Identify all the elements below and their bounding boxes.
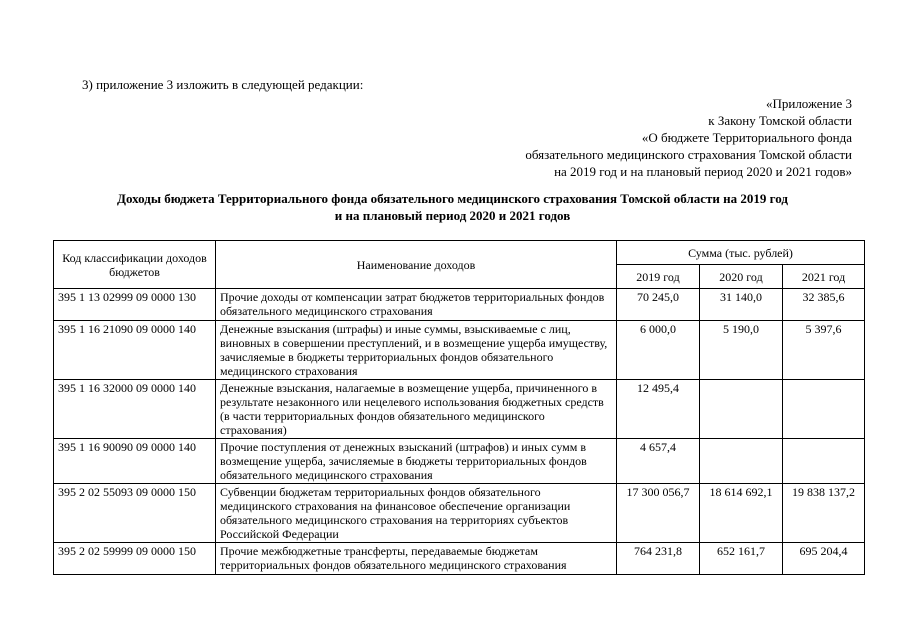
appendix-line: на 2019 год и на плановый период 2020 и 2021 годов» <box>554 164 852 179</box>
header-code: Код классификации доходов бюджетов <box>54 241 216 289</box>
amount-2020-cell <box>700 439 783 484</box>
name-cell: Прочие поступления от денежных взысканий (штрафов) и иных сумм в возмещение ущерба, зачисляемые в бюджеты территориальных фондов обязательного медицинского страхования <box>216 439 617 484</box>
name-cell: Прочие доходы от компенсации затрат бюджетов территориальных фондов обязательного медицинского страхования <box>216 289 617 321</box>
name-cell: Субвенции бюджетам территориальных фондов обязательного медицинского страхования на финансовое обеспечение организации обязательного медицинского страхования на территориях субъектов Российской Федерации <box>216 484 617 543</box>
table-row <box>54 439 865 484</box>
intro-line: 3) приложение 3 изложить в следующей редакции: <box>82 77 364 92</box>
appendix-line: к Закону Томской области <box>708 113 852 128</box>
amount-2020-cell <box>700 380 783 439</box>
code-cell: 395 2 02 59999 09 0000 150 <box>54 543 216 575</box>
amount-2019-cell: 17 300 056,7 <box>617 484 700 543</box>
appendix-line: «Приложение 3 <box>765 96 852 111</box>
code-cell: 395 1 16 21090 09 0000 140 <box>54 321 216 380</box>
header-year-2019: 2019 год <box>617 265 700 289</box>
amount-2021-cell <box>783 439 865 484</box>
amount-2019-cell: 70 245,0 <box>617 289 700 321</box>
amount-2020-cell: 18 614 692,1 <box>700 484 783 543</box>
title-line-2: и на плановый период 2020 и 2021 годов <box>334 208 571 223</box>
appendix-line: обязательного медицинского страхования Томской области <box>525 147 852 162</box>
amount-2020-cell: 31 140,0 <box>700 289 783 321</box>
table-row <box>54 321 865 380</box>
appendix-line: «О бюджете Территориального фонда <box>641 130 852 145</box>
table-row <box>54 380 865 439</box>
income-table <box>53 240 865 575</box>
table-row <box>54 543 865 575</box>
code-cell: 395 1 16 90090 09 0000 140 <box>54 439 216 484</box>
amount-2019-cell: 764 231,8 <box>617 543 700 575</box>
header-sum: Сумма (тыс. рублей) <box>617 241 865 265</box>
amount-2019-cell: 12 495,4 <box>617 380 700 439</box>
code-cell: 395 1 13 02999 09 0000 130 <box>54 289 216 321</box>
code-cell: 395 1 16 32000 09 0000 140 <box>54 380 216 439</box>
amount-2021-cell: 32 385,6 <box>783 289 865 321</box>
amount-2021-cell: 19 838 137,2 <box>783 484 865 543</box>
header-year-2020: 2020 год <box>700 265 783 289</box>
code-cell: 395 2 02 55093 09 0000 150 <box>54 484 216 543</box>
document-title <box>40 190 865 224</box>
header-year-2021: 2021 год <box>783 265 865 289</box>
amount-2020-cell: 652 161,7 <box>700 543 783 575</box>
amount-2020-cell: 5 190,0 <box>700 321 783 380</box>
name-cell: Прочие межбюджетные трансферты, передаваемые бюджетам территориальных фондов обязательного медицинского страхования <box>216 543 617 575</box>
title-line-1: Доходы бюджета Территориального фонда обязательного медицинского страхования Томской области на 2019 год <box>117 191 788 206</box>
amount-2021-cell: 5 397,6 <box>783 321 865 380</box>
amount-2019-cell: 6 000,0 <box>617 321 700 380</box>
amount-2019-cell: 4 657,4 <box>617 439 700 484</box>
amount-2021-cell <box>783 380 865 439</box>
amount-2021-cell: 695 204,4 <box>783 543 865 575</box>
name-cell: Денежные взыскания (штрафы) и иные суммы, взыскиваемые с лиц, виновных в совершении преступлений, и в возмещение ущерба имуществу, зачисляемые в бюджеты территориальных фондов обязательного медицинского страхования <box>216 321 617 380</box>
appendix-header <box>525 95 852 180</box>
name-cell: Денежные взыскания, налагаемые в возмещение ущерба, причиненного в результате незаконного или нецелевого использования бюджетных средств (в части территориальных фондов обязательного медицинского страхования) <box>216 380 617 439</box>
table-row <box>54 289 865 321</box>
table-row <box>54 484 865 543</box>
header-name: Наименование доходов <box>216 241 617 289</box>
